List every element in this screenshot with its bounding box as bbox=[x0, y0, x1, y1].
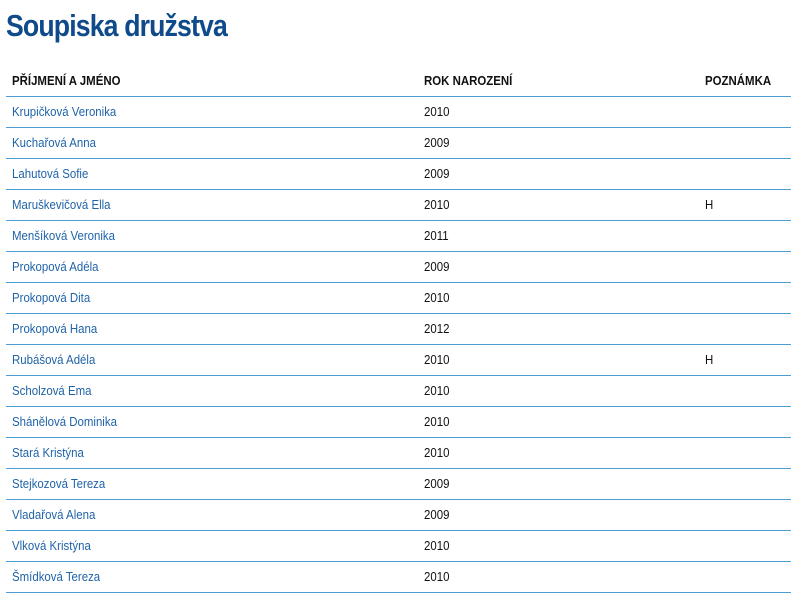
player-name-link[interactable]: Lahutová Sofie bbox=[12, 166, 89, 181]
player-name-link[interactable]: Menšíková Veronika bbox=[12, 228, 116, 243]
table-row bbox=[6, 283, 791, 314]
birth-year: 2010 bbox=[424, 445, 450, 460]
player-name-link[interactable]: Krupičková Veronika bbox=[12, 104, 117, 119]
player-name-link[interactable]: Stará Kristýna bbox=[12, 445, 84, 460]
column-header-name: PŘÍJMENÍ A JMÉNO bbox=[12, 73, 121, 88]
table-row bbox=[6, 531, 791, 562]
birth-year: 2010 bbox=[424, 538, 450, 553]
player-name-link[interactable]: Prokopová Dita bbox=[12, 290, 91, 305]
player-name-link[interactable]: Prokopová Adéla bbox=[12, 259, 99, 274]
player-name-link[interactable]: Shánělová Dominika bbox=[12, 414, 117, 429]
table-row bbox=[6, 407, 791, 438]
birth-year: 2010 bbox=[424, 197, 450, 212]
table-row bbox=[6, 345, 791, 376]
birth-year: 2010 bbox=[424, 104, 450, 119]
table-header-row bbox=[6, 64, 791, 97]
birth-year: 2009 bbox=[424, 135, 450, 150]
table-row bbox=[6, 314, 791, 345]
birth-year: 2010 bbox=[424, 290, 450, 305]
table-row bbox=[6, 97, 791, 128]
birth-year: 2009 bbox=[424, 259, 450, 274]
table-row bbox=[6, 221, 791, 252]
birth-year: 2009 bbox=[424, 507, 450, 522]
table-row bbox=[6, 500, 791, 531]
birth-year: 2010 bbox=[424, 352, 450, 367]
player-name-link[interactable]: Rubášová Adéla bbox=[12, 352, 96, 367]
player-name-link[interactable]: Scholzová Ema bbox=[12, 383, 92, 398]
player-name-link[interactable]: Vladařová Alena bbox=[12, 507, 96, 522]
table-row bbox=[6, 159, 791, 190]
table-row bbox=[6, 469, 791, 500]
table-row bbox=[6, 190, 791, 221]
birth-year: 2011 bbox=[424, 228, 449, 243]
birth-year: 2010 bbox=[424, 569, 450, 584]
table-row bbox=[6, 562, 791, 593]
player-name-link[interactable]: Maruškevičová Ella bbox=[12, 197, 111, 212]
column-header-year: ROK NAROZENÍ bbox=[424, 73, 513, 88]
roster-table bbox=[6, 64, 791, 593]
page-title: Soupiska družstva bbox=[6, 8, 227, 43]
table-row bbox=[6, 128, 791, 159]
column-header-note: POZNÁMKA bbox=[705, 73, 772, 88]
player-name-link[interactable]: Vlková Kristýna bbox=[12, 538, 91, 553]
table-row bbox=[6, 252, 791, 283]
player-name-link[interactable]: Prokopová Hana bbox=[12, 321, 98, 336]
table-row bbox=[6, 438, 791, 469]
player-name-link[interactable]: Šmídková Tereza bbox=[12, 569, 101, 584]
birth-year: 2010 bbox=[424, 383, 450, 398]
player-name-link[interactable]: Kuchařová Anna bbox=[12, 135, 96, 150]
birth-year: 2010 bbox=[424, 414, 450, 429]
player-name-link[interactable]: Stejkozová Tereza bbox=[12, 476, 106, 491]
birth-year: 2009 bbox=[424, 166, 450, 181]
note: H bbox=[705, 197, 714, 212]
birth-year: 2009 bbox=[424, 476, 450, 491]
birth-year: 2012 bbox=[424, 321, 450, 336]
note: H bbox=[705, 352, 714, 367]
table-row bbox=[6, 376, 791, 407]
